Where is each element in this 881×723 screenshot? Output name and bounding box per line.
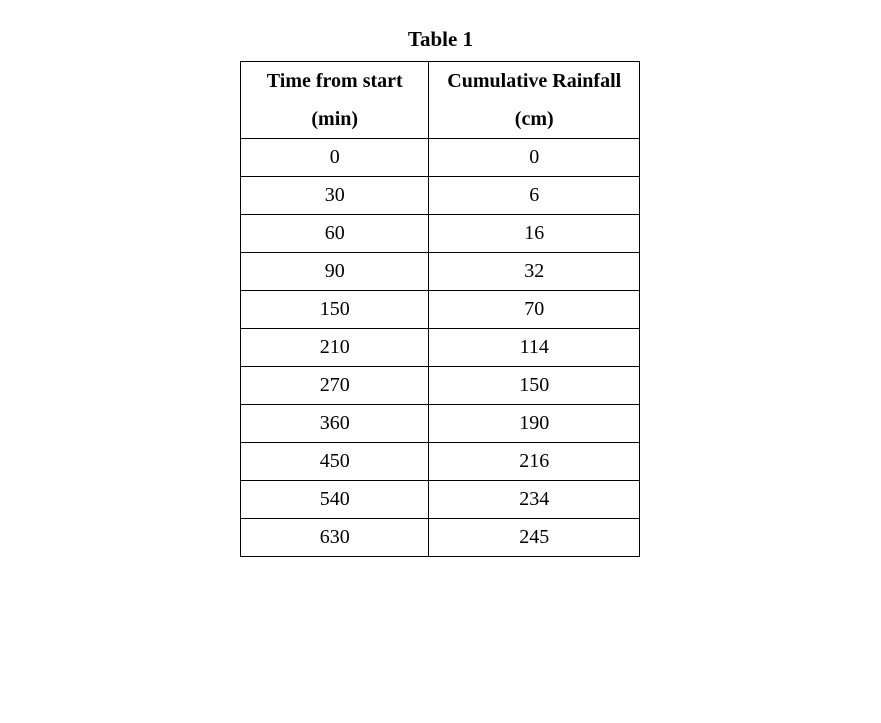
table-row	[241, 139, 640, 177]
table-title: Table 1	[407, 27, 474, 51]
rainfall-cell: 6	[429, 177, 640, 215]
header-time-label: Time from start	[266, 70, 403, 92]
table-row	[241, 291, 640, 329]
rainfall-cell: 32	[429, 253, 640, 291]
table-row	[241, 481, 640, 519]
rainfall-cell: 216	[429, 443, 640, 481]
rainfall-cell: 70	[429, 291, 640, 329]
header-rainfall-label: Cumulative Rainfall	[447, 70, 622, 92]
table-header-row	[241, 62, 640, 139]
rainfall-cell: 150	[429, 367, 640, 405]
rainfall-table	[240, 61, 640, 557]
time-cell: 630	[241, 519, 429, 557]
time-cell: 30	[241, 177, 429, 215]
table-row	[241, 253, 640, 291]
table-row	[241, 177, 640, 215]
header-time-unit: (min)	[311, 108, 359, 130]
time-cell: 90	[241, 253, 429, 291]
table-row	[241, 405, 640, 443]
table-row	[241, 329, 640, 367]
time-cell: 270	[241, 367, 429, 405]
time-cell: 210	[241, 329, 429, 367]
rainfall-cell: 190	[429, 405, 640, 443]
rainfall-cell: 234	[429, 481, 640, 519]
time-cell: 450	[241, 443, 429, 481]
time-cell: 150	[241, 291, 429, 329]
table-row	[241, 519, 640, 557]
header-rainfall	[429, 62, 640, 139]
time-cell: 540	[241, 481, 429, 519]
rainfall-cell: 245	[429, 519, 640, 557]
header-rainfall-unit: (cm)	[514, 108, 554, 130]
time-cell: 360	[241, 405, 429, 443]
time-cell: 60	[241, 215, 429, 253]
table-row	[241, 443, 640, 481]
rainfall-cell: 16	[429, 215, 640, 253]
table-row	[241, 215, 640, 253]
rainfall-cell: 114	[429, 329, 640, 367]
time-cell: 0	[241, 139, 429, 177]
rainfall-cell: 0	[429, 139, 640, 177]
header-time	[241, 62, 429, 139]
table-row	[241, 367, 640, 405]
